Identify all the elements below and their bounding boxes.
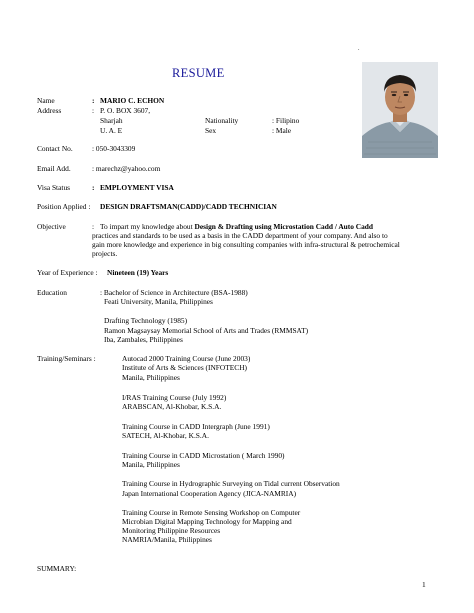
training-line: Monitoring Philippine Resources: [122, 526, 221, 535]
objective-line1-text: To impart my knowledge about: [100, 222, 193, 231]
address-line1: P. O. BOX 3607,: [100, 106, 151, 115]
name-colon: :: [92, 96, 95, 105]
address-line2: Sharjah: [100, 116, 123, 125]
objective-label: Objective: [37, 222, 66, 231]
nationality-value: : Filipino: [272, 116, 300, 125]
training-line: I/RAS Training Course (July 1992): [122, 393, 227, 402]
training-line: NAMRIA/Manila, Philippines: [122, 535, 212, 544]
visa-label: Visa Status: [37, 183, 71, 192]
training-line: Training Course in CADD Microstation ( March 1990): [122, 451, 285, 460]
education-label: Education: [37, 288, 67, 297]
profile-photo: [362, 62, 438, 158]
address-colon: :: [92, 106, 95, 115]
name-label: Name: [37, 96, 55, 105]
education-line: Ramon Magsaysay Memorial School of Arts and Trades (RMMSAT): [104, 326, 309, 335]
objective-line4: projects.: [92, 249, 118, 258]
contact-value: : 050-3043309: [92, 144, 136, 153]
contact-label: Contact No.: [37, 144, 73, 153]
objective-line3: gain more knowledge and experience in big consulting companies with infra-structural & petrochemical: [92, 240, 400, 249]
education-line: Drafting Technology (1985): [104, 316, 188, 325]
visa-colon: :: [92, 183, 95, 192]
resume-title: RESUME: [172, 66, 225, 80]
training-line: Autocad 2000 Training Course (June 2003): [122, 354, 251, 363]
training-label: Training/Seminars :: [37, 354, 96, 363]
address-line3: U. A. E: [100, 126, 123, 135]
education-line: Iba, Zambales, Philippines: [104, 335, 183, 344]
training-line: Japan International Cooperation Agency (JICA-NAMRIA): [122, 489, 297, 498]
experience-label: Year of Experience :: [37, 268, 98, 277]
training-line: ARABSCAN, Al-Khobar, K.S.A.: [122, 402, 222, 411]
objective-line1: [100, 222, 373, 231]
page-number: 1: [422, 580, 426, 589]
training-line: Microbian Digital Mapping Technology for Mapping and: [122, 517, 292, 526]
training-line: Training Course in CADD Intergraph (June 1991): [122, 422, 270, 431]
education-line: Feati University, Manila, Philippines: [104, 297, 213, 306]
email-value: : marechz@yahoo.com: [92, 164, 161, 173]
sex-value: : Male: [272, 126, 292, 135]
address-label: Address: [37, 106, 62, 115]
education-line: : Bachelor of Science in Architecture (BSA-1988): [100, 288, 248, 297]
summary-label: SUMMARY:: [37, 564, 77, 573]
visa-value: EMPLOYMENT VISA: [100, 183, 174, 192]
sex-label: Sex: [205, 126, 217, 135]
training-line: Institute of Arts & Sciences (INFOTECH): [122, 363, 248, 372]
name-value: MARIO C. ECHON: [100, 96, 165, 105]
training-line: Training Course in Hydrographic Surveying on Tidal current Observation: [122, 479, 340, 488]
position-value: DESIGN DRAFTSMAN(CADD)/CADD TECHNICIAN: [100, 202, 277, 211]
objective-line1-bold: Design & Drafting using Microstation Cadd / Auto Cadd: [194, 222, 374, 231]
training-line: Manila, Philippines: [122, 373, 180, 382]
objective-line2: practices and standards to be used as a basis in the CADD department of your company. And also to: [92, 231, 388, 240]
email-label: Email Add.: [37, 164, 71, 173]
training-line: SATECH, Al-Khobar, K.S.A.: [122, 431, 209, 440]
position-label: Position Applied :: [37, 202, 91, 211]
training-line: Manila, Philippines: [122, 460, 180, 469]
stray-dot: .: [358, 46, 360, 52]
nationality-label: Nationality: [205, 116, 239, 125]
objective-colon: :: [92, 222, 95, 231]
experience-value: Nineteen (19) Years: [107, 268, 169, 277]
training-line: Training Course in Remote Sensing Workshop on Computer: [122, 508, 301, 517]
